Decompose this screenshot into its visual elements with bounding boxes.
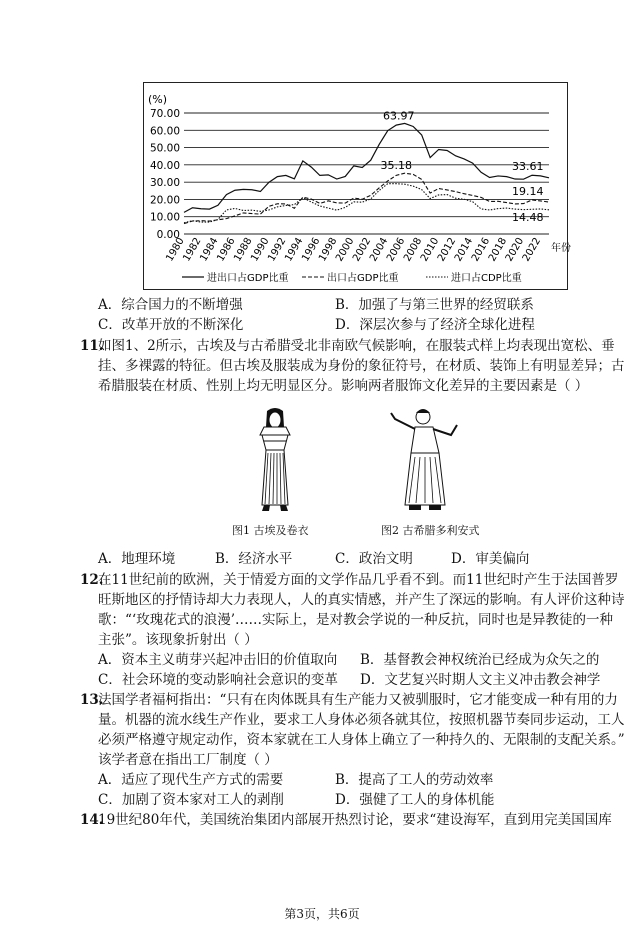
q11-number: 11. xyxy=(80,338,104,354)
q12-line-1: 在11世纪前的欧洲，关于情爱方面的文学作品几乎看不到。而11世纪时产生于法国普罗 xyxy=(98,572,619,588)
q11-option-d: D．审美偏向 xyxy=(451,551,530,567)
x-tick-label: 1988 xyxy=(232,236,255,264)
q14-line-1: 19世纪80年代，美国统治集团内部展开热烈讨论，要求“建设海军，直到用完美国国库 xyxy=(98,812,612,828)
x-tick-label: 2008 xyxy=(402,236,425,264)
x-tick-label: 2010 xyxy=(418,236,442,264)
q13-line-2: 量。机器的流水线生产作业，要求工人身体必须各就其位，按照机器节奏同步运动，工人 xyxy=(98,712,625,728)
x-tick-label: 1980 xyxy=(164,236,187,264)
q12-line-2: 旺斯地区的抒情诗却大力表现人，人的真实情感，并产生了深远的影响。有人评价这种诗 xyxy=(98,592,625,608)
y-tick-label: 10.00 xyxy=(149,211,180,224)
q12-line-3: 歌：“‘玫瑰花式的浪漫’……实际上，是对教会学说的一种反抗，同时也是异教徒的一种 xyxy=(98,612,613,628)
annotation-label: 33.61 xyxy=(512,159,544,173)
x-tick-label: 1994 xyxy=(283,236,306,264)
y-tick-label: 50.00 xyxy=(149,142,180,155)
x-tick-label: 1982 xyxy=(181,236,204,264)
x-tick-label: 2014 xyxy=(452,236,476,264)
q11-line-3: 希腊服装在材质、性别上均无明显区分。影响两者服饰文化差异的主要因素是（ ） xyxy=(98,378,589,394)
q13-number: 13. xyxy=(80,692,104,708)
q12-option-c: C．社会环境的变动影响社会意识的变革 xyxy=(98,672,338,688)
q12-line-4: 主张”。该现象折射出（ ） xyxy=(98,632,258,648)
annotation-label: 35.18 xyxy=(380,159,412,173)
q12-option-d: D．文艺复兴时期人文主义冲击教会神学 xyxy=(360,672,601,688)
q10-option-b: B．加强了与第三世界的经贸联系 xyxy=(335,297,534,313)
q11-line-2: 挂、多裸露的特征。但古埃及服装成为身份的象征符号，在材质、装饰上有明显差异；古 xyxy=(98,358,625,374)
gdp-trade-chart xyxy=(143,82,571,290)
egyptian-robe-figure xyxy=(250,405,300,515)
q11-option-c: C．政治文明 xyxy=(335,551,413,567)
y-tick-label: 60.00 xyxy=(149,125,180,138)
annotation-label: 19.14 xyxy=(512,184,544,198)
y-tick-label: 40.00 xyxy=(149,159,180,172)
q11-option-b: B．经济水平 xyxy=(215,551,293,567)
y-tick-label: 20.00 xyxy=(149,194,180,207)
x-tick-label: 1996 xyxy=(300,236,323,264)
x-tick-label: 2000 xyxy=(334,236,357,264)
q13-line-1: 法国学者福柯指出：“只有在肉体既具有生产能力又被驯服时，它才能变成一种有用的力 xyxy=(98,692,618,708)
y-axis-unit: (%) xyxy=(148,93,168,106)
chart-svg xyxy=(144,83,571,289)
legend-label: 出口占GDP比重 xyxy=(327,273,399,284)
q10-option-a: A．综合国力的不断增强 xyxy=(98,297,243,313)
x-tick-label: 2002 xyxy=(351,236,374,264)
figure-2-caption: 图2 古希腊多利安式 xyxy=(381,524,480,537)
q12-number: 12. xyxy=(80,572,104,588)
figure-1-caption: 图1 古埃及卷衣 xyxy=(232,524,309,537)
x-tick-label: 1998 xyxy=(317,236,340,264)
q14-number: 14. xyxy=(80,812,104,828)
q13-line-3: 必须严格遵守规定动作，资本家就在工人身体上确立了一种持久的、无限制的支配关系。” xyxy=(98,732,625,748)
q13-line-4: 该学者意在指出工厂制度（ ） xyxy=(98,752,278,768)
x-tick-label: 2016 xyxy=(469,236,493,264)
x-axis-unit: 年份 xyxy=(551,243,571,254)
legend-label: 进出口占GDP比重 xyxy=(207,273,289,284)
q13-option-b: B．提高了工人的劳动效率 xyxy=(335,772,494,788)
q13-option-a: A．适应了现代生产方式的需要 xyxy=(98,772,284,788)
q11-line-1: 如图1、2所示，古埃及与古希腊受北非南欧气候影响，在服装式样上均表现出宽松、垂 xyxy=(98,338,615,354)
greek-doric-figure xyxy=(385,405,465,515)
x-tick-label: 1990 xyxy=(249,236,272,264)
q11-option-a: A．地理环境 xyxy=(98,551,176,567)
x-tick-label: 1986 xyxy=(215,236,238,264)
legend-label: 进口占CDP比重 xyxy=(451,273,522,284)
annotation-label: 63.97 xyxy=(383,109,415,123)
x-tick-label: 2006 xyxy=(385,236,408,264)
series-line-2 xyxy=(184,173,549,223)
y-tick-label: 30.00 xyxy=(149,177,180,190)
x-tick-label: 2018 xyxy=(486,236,510,264)
page-footer: 第3页，共6页 xyxy=(284,907,360,921)
y-tick-label: 70.00 xyxy=(149,108,180,120)
y-tick-label: 0.00 xyxy=(156,229,180,241)
q13-option-c: C．加剧了资本家对工人的剥削 xyxy=(98,792,284,808)
q13-option-d: D．强健了工人的身体机能 xyxy=(335,792,495,808)
q12-option-b: B．基督教会神权统治已经成为众矢之的 xyxy=(360,652,600,668)
x-tick-label: 1984 xyxy=(198,236,221,264)
q12-option-a: A．资本主义萌芽兴起冲击旧的价值取向 xyxy=(98,652,338,668)
x-tick-label: 2004 xyxy=(368,236,391,264)
q10-option-d: D．深层次参与了经济全球化进程 xyxy=(335,317,535,333)
x-tick-label: 2012 xyxy=(435,236,459,264)
q10-option-c: C．改革开放的不断深化 xyxy=(98,317,244,333)
x-tick-label: 1992 xyxy=(266,236,289,264)
x-tick-label: 2020 xyxy=(503,236,527,264)
annotation-label: 14.48 xyxy=(512,210,544,224)
x-tick-label: 2022 xyxy=(520,236,544,264)
